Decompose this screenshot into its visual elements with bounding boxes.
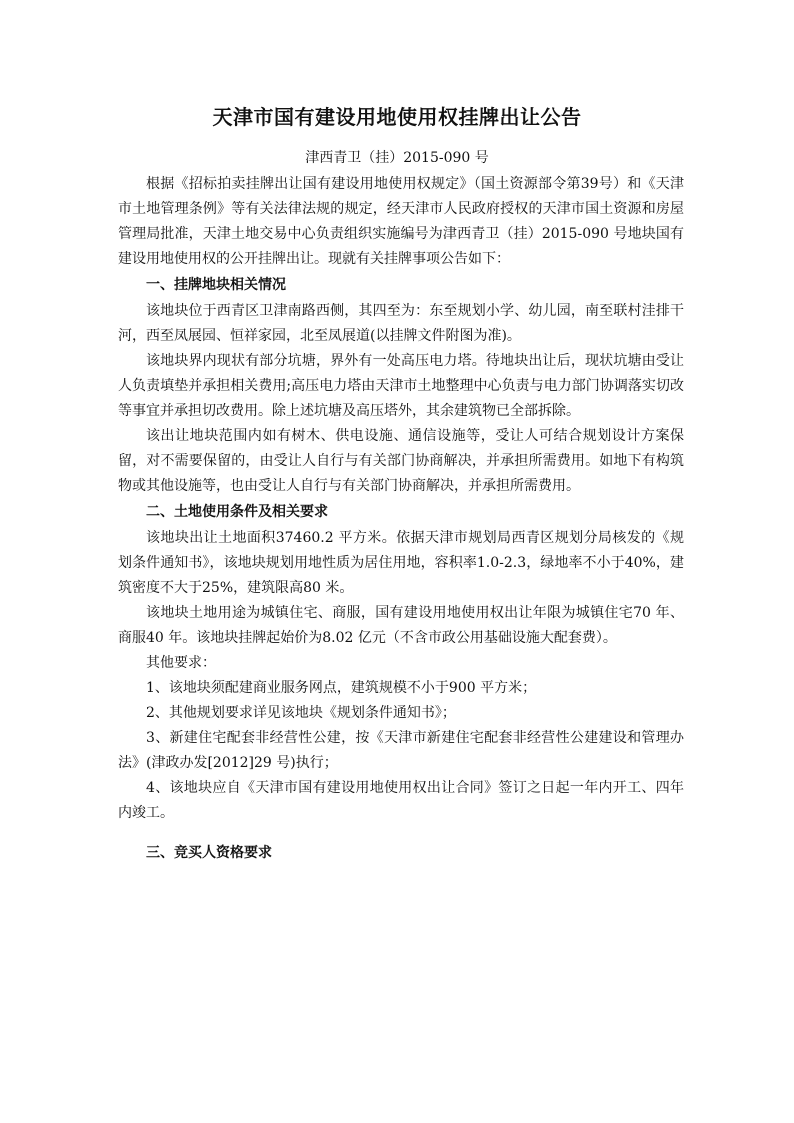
section-3-heading: 三、竞买人资格要求 xyxy=(146,845,272,861)
document-number: 津西青卫（挂）2015-090 号 xyxy=(305,150,489,166)
section-2-heading: 二、土地使用条件及相关要求 xyxy=(146,504,328,520)
document-title: 天津市国有建设用地使用权挂牌出让公告 xyxy=(212,105,582,129)
requirement-item-3: 3、新建住宅配套非经营性公建，按《天津市新建住宅配套非经营性公建建设和管理办法》(津政办发[2012]29 号)执行； xyxy=(118,730,684,771)
document-body xyxy=(118,172,684,867)
section-2-area-paragraph: 该地块出让土地面积37460.2 平方米。依据天津市规划局西青区规划分局核发的《规划条件通知书》，该地块规划用地性质为居住用地，容积率1.0-2.3，绿地率不小于40%，建筑密度不大于25%，建筑限高80 米。 xyxy=(118,530,684,596)
other-requirements-label: 其他要求： xyxy=(146,655,216,671)
intro-paragraph: 根据《招标拍卖挂牌出让国有建设用地使用权规定》（国土资源部令第39号）和《天津市土地管理条例》等有关法律法规的规定，经天津市人民政府授权的天津市国土资源和房屋管理局批准，天津土地交易中心负责组织实施编号为津西青卫（挂）2015-090 号地块国有建设用地使用权的公开挂牌出让。现就有关挂牌事项公告如下： xyxy=(118,176,684,267)
requirement-item-4: 4、该地块应自《天津市国有建设用地使用权出让合同》签订之日起一年内开工、四年内竣工。 xyxy=(118,780,684,821)
section-1-site-condition-paragraph: 该地块界内现状有部分坑塘，界外有一处高压电力塔。待地块出让后，现状坑塘由受让人负责填垫并承担相关费用;高压电力塔由天津市土地整理中心负责与电力部门协调落实切改等事宜并承担切改费用。除上述坑塘及高压塔外，其余建筑物已全部拆除。 xyxy=(118,353,684,419)
requirement-item-1: 1、该地块须配建商业服务网点，建筑规模不小于900 平方米； xyxy=(146,680,537,696)
section-1-location-paragraph: 该地块位于西青区卫津南路西侧，其四至为：东至规划小学、幼儿园，南至联村洼排干河，西至凤展园、恒祥家园，北至凤展道(以挂牌文件附图为准)。 xyxy=(118,303,684,344)
requirement-item-2: 2、其他规划要求详见该地块《规划条件通知书》； xyxy=(146,705,456,721)
section-1-facilities-paragraph: 该出让地块范围内如有树木、供电设施、通信设施等，受让人可结合规划设计方案保留，对不需要保留的，由受让人自行与有关部门协商解决，并承担所需费用。如地下有构筑物或其他设施等，也由受让人自行与有关部门协商解决，并承担所需费用。 xyxy=(118,428,684,494)
section-2-usage-price-paragraph: 该地块土地用途为城镇住宅、商服，国有建设用地使用权出让年限为城镇住宅70 年、商服40 年。该地块挂牌起始价为8.02 亿元（不含市政公用基础设施大配套费）。 xyxy=(118,605,684,646)
section-1-heading: 一、挂牌地块相关情况 xyxy=(146,277,286,293)
